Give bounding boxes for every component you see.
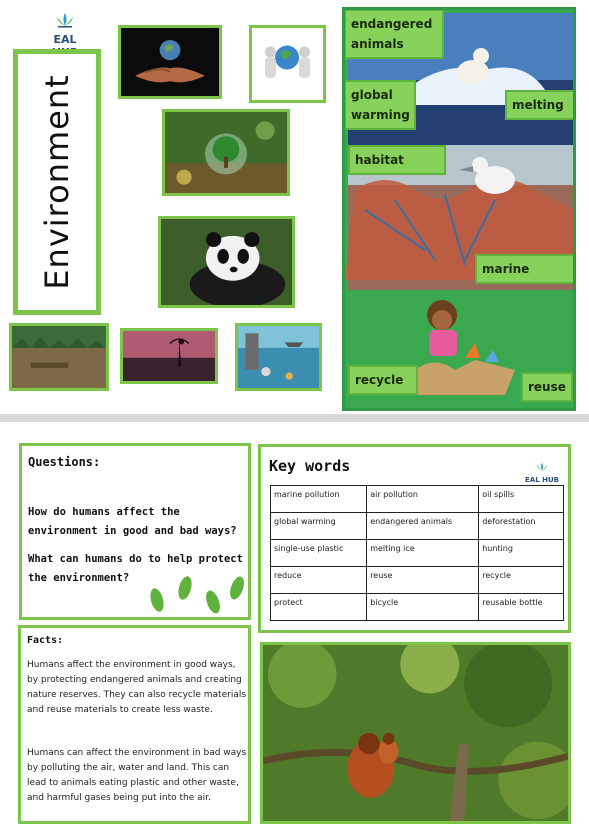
ocean-pollution-image — [235, 323, 322, 391]
people-holding-globe-image — [249, 25, 326, 103]
table-row — [271, 513, 564, 540]
table-cell: marine pollution — [271, 486, 367, 513]
table-cell: deforestation — [479, 513, 564, 540]
orangutan-image — [260, 642, 571, 824]
table-row — [271, 486, 564, 513]
key-words-logo-text: EAL HUB — [525, 476, 559, 484]
label-endangered-animals: endangered animals — [344, 9, 444, 59]
table-cell: global warming — [271, 513, 367, 540]
eal-hub-logo-icon — [54, 12, 76, 28]
table-cell: reuse — [367, 567, 479, 594]
key-words-logo — [523, 457, 561, 484]
table-cell: endangered animals — [367, 513, 479, 540]
eal-hub-logo — [40, 12, 90, 46]
table-cell: melting ice — [367, 540, 479, 567]
facts-panel — [18, 625, 251, 824]
questions-panel — [19, 443, 251, 620]
label-recycle: recycle — [348, 365, 418, 395]
label-habitat: habitat — [348, 145, 446, 175]
panda-image — [158, 216, 295, 308]
title-panel — [13, 49, 101, 315]
facts-paragraph-1: Humans affect the environment in good ways, by protecting endangered animals and creating nature reserves. They can also recycle materials and reuse materials to create less waste. — [27, 660, 247, 715]
footprints-icon — [147, 572, 247, 616]
table-cell: recycle — [479, 567, 564, 594]
key-words-title: Key words — [269, 457, 351, 475]
key-words-table — [270, 485, 564, 621]
table-cell: reduce — [271, 567, 367, 594]
table-cell: protect — [271, 594, 367, 621]
label-melting: melting — [505, 90, 576, 120]
key-words-panel — [258, 444, 571, 633]
vocabulary-panel-background — [345, 10, 576, 411]
vocabulary-panel — [342, 7, 576, 411]
questions-title: Questions: — [28, 455, 101, 469]
plant-in-glass-globe-image — [162, 109, 290, 196]
question-2: What can humans do to help protect the environment? — [28, 553, 243, 584]
question-1: How do humans affect the environment in good and bad ways? — [28, 506, 237, 537]
table-cell: air pollution — [367, 486, 479, 513]
table-row — [271, 540, 564, 567]
hands-holding-earth-image — [118, 25, 222, 99]
eal-hub-logo-icon — [535, 462, 549, 472]
deforested-land-image — [9, 323, 109, 391]
table-cell: single-use plastic — [271, 540, 367, 567]
table-cell: oil spills — [479, 486, 564, 513]
facts-title: Facts: — [27, 635, 64, 646]
table-row — [271, 594, 564, 621]
page-divider — [0, 414, 589, 422]
hunter-silhouette-image — [120, 328, 218, 384]
page-title: Environment — [38, 74, 76, 290]
table-cell: bicycle — [367, 594, 479, 621]
label-marine: marine — [475, 254, 576, 284]
table-cell: hunting — [479, 540, 564, 567]
eal-hub-logo-text: EAL — [53, 33, 77, 46]
table-cell: reusable bottle — [479, 594, 564, 621]
table-row — [271, 567, 564, 594]
label-reuse: reuse — [521, 372, 573, 402]
label-global-warming: global warming — [344, 80, 416, 130]
facts-paragraph-2: Humans can affect the environment in bad ways by polluting the air, water and land. This can lead to animals eating plastic and other waste, and harmful gases being put into the air. — [27, 748, 247, 803]
